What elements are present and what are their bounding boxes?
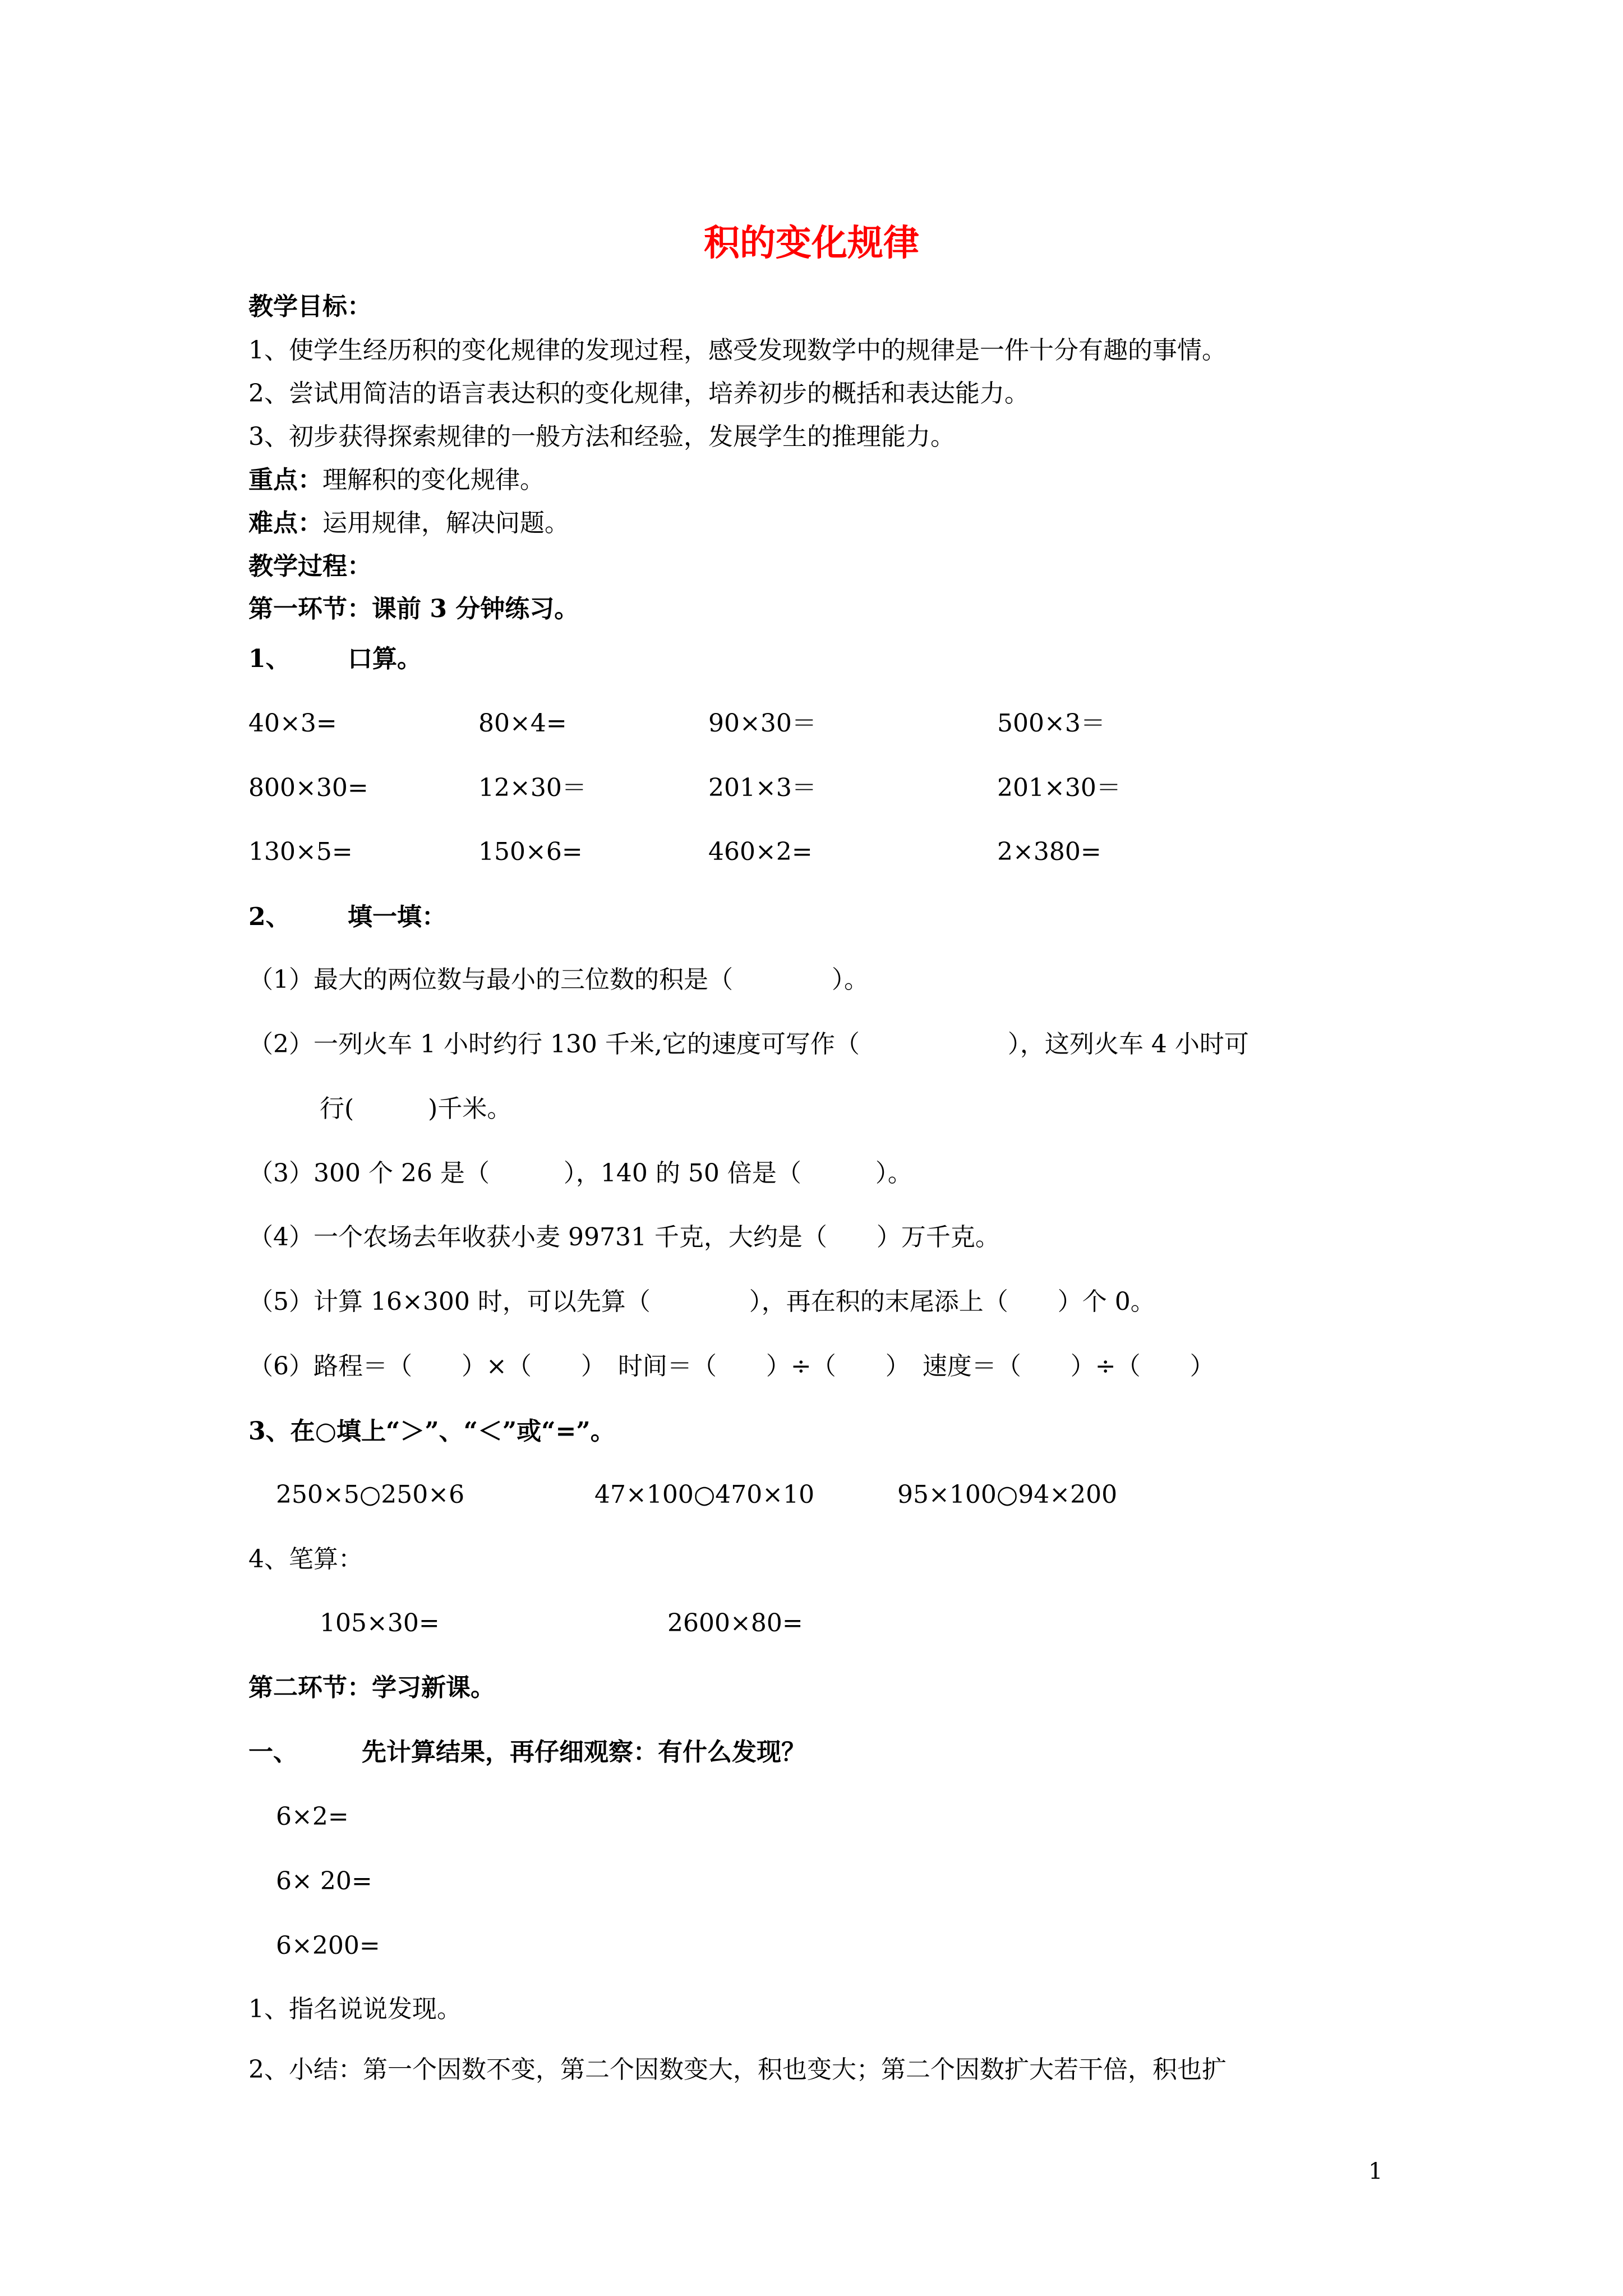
process-heading: 教学过程： (248, 552, 372, 581)
fill-number: 2、 (248, 903, 291, 931)
key-point-label: 重点： (248, 466, 322, 494)
oral-cell: 80×4= (478, 709, 567, 738)
task-text: 先计算结果，再仔细观察：有什么发现？ (362, 1738, 806, 1766)
expr-item: 6×2= (276, 1802, 349, 1831)
fill-item-1: （1）最大的两位数与最小的三位数的积是（ ）。 (248, 965, 869, 994)
section2-heading: 第二环节：学习新课。 (248, 1673, 495, 1702)
fill-item-4: （4）一个农场去年收获小麦 99731 千克，大约是（ ）万千克。 (248, 1223, 1000, 1251)
note-1: 1、指名说说发现。 (248, 1995, 462, 2023)
objectives-heading: 教学目标： (248, 292, 372, 321)
objective-2: 2、尝试用简洁的语言表达积的变化规律，培养初步的概括和表达能力。 (248, 379, 1029, 408)
oral-cell: 460×2= (708, 838, 813, 866)
oral-cell: 130×5= (248, 838, 353, 866)
difficulty (248, 511, 569, 536)
note-2: 2、小结：第一个因数不变，第二个因数变大，积也变大；第二个因数扩大若干倍，积也扩 (248, 2055, 1227, 2084)
expr-item: 6×200= (276, 1931, 380, 1960)
oral-cell: 12×30＝ (478, 774, 587, 802)
difficulty-text: 运用规律，解决问题。 (322, 509, 569, 537)
oral-cell: 90×30＝ (708, 709, 817, 738)
fill-item-5: （5）计算 16×300 时，可以先算（ ），再在积的末尾添上（ ）个 0。 (248, 1287, 1155, 1316)
oral-cell: 201×3＝ (708, 774, 817, 802)
oral-cell: 500×3＝ (997, 709, 1105, 738)
page-title: 积的变化规律 (704, 222, 919, 264)
written-item: 2600×80= (667, 1609, 803, 1637)
key-point (248, 468, 545, 493)
oral-cell: 201×30＝ (997, 774, 1121, 802)
oral-cell: 150×6= (478, 838, 583, 866)
oral-number: 1、 (248, 645, 291, 673)
oral-cell: 40×3= (248, 709, 337, 738)
section1-heading: 第一环节：课前 3 分钟练习。 (248, 595, 579, 623)
oral-label: 口算。 (348, 645, 422, 673)
fill-item-3: （3）300 个 26 是（ ），140 的 50 倍是（ ）。 (248, 1159, 912, 1188)
compare-item: 250×5○250×6 (276, 1480, 465, 1509)
compare-heading: 3、在○填上“＞”、“＜”或“=”。 (248, 1417, 615, 1446)
compare-item: 47×100○470×10 (594, 1480, 815, 1509)
fill-item-2: （2）一列火车 1 小时约行 130 千米,它的速度可写作（ ），这列火车 4 小时可 (248, 1030, 1249, 1059)
expr-item: 6× 20= (276, 1867, 372, 1895)
fill-label: 填一填： (348, 903, 446, 931)
key-point-text: 理解积的变化规律。 (322, 466, 545, 494)
difficulty-label: 难点： (248, 509, 322, 537)
compare-item: 95×100○94×200 (897, 1480, 1118, 1509)
fill-item-6: （6）路程＝（ ）×（ ） 时间＝（ ）÷（ ） 速度＝（ ）÷（ ） (248, 1352, 1215, 1381)
page-number: 1 (1368, 2159, 1383, 2184)
oral-cell: 800×30= (248, 774, 368, 802)
objective-1: 1、使学生经历积的变化规律的发现过程，感受发现数学中的规律是一件十分有趣的事情。 (248, 336, 1227, 365)
oral-cell: 2×380= (997, 838, 1101, 866)
objective-3: 3、初步获得探索规律的一般方法和经验，发展学生的推理能力。 (248, 422, 955, 451)
written-item: 105×30= (320, 1609, 440, 1637)
fill-item-2-cont: 行( )千米。 (320, 1094, 512, 1123)
task-number: 一、 (248, 1738, 298, 1766)
written-heading: 4、笔算： (248, 1545, 363, 1573)
